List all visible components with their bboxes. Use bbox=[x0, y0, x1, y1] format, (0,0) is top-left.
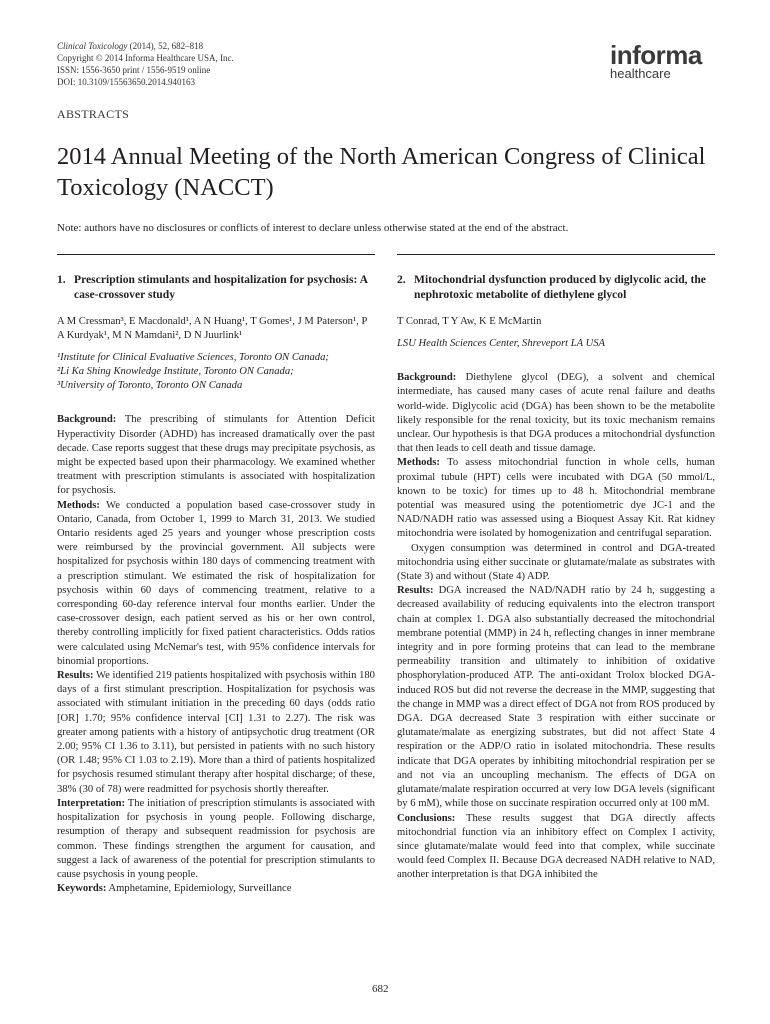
affiliation: ¹Institute for Clinical Evaluative Sciences, Toronto ON Canada; bbox=[57, 352, 329, 364]
background-text: The prescribing of stimulants for Attention Deficit Hyperactivity Disorder (ADHD) has increased dramatically over the past decade. Case reports suggest that these drugs may precipitate psychosis, as might be expected based upon their pharmacology. We examined whether treatment with prescription stimulants is associated with hospitalization for psychosis. bbox=[57, 414, 375, 497]
author-list: T Conrad, T Y Aw, K E McMartin bbox=[397, 316, 542, 327]
journal-name: Clinical Toxicology bbox=[57, 41, 128, 51]
logo-name: informa bbox=[610, 40, 702, 70]
background-text: Diethylene glycol (DEG), a solvent and chemical intermediate, has caused many cases of acute renal failure and deaths world-wide. Diglycolic acid (DGA) has been shown to be the metabolite likely responsible for the renal toxicity, but its toxic mechanism remains unclear. Our hypothesis is that DGA produces a mitochondrial dysfunction that then leads to cell death and tissue damage. bbox=[397, 372, 715, 455]
methods-paragraph bbox=[57, 499, 375, 669]
page-title: 2014 Annual Meeting of the North American Congress of Clinical Toxicology (NACCT) bbox=[57, 143, 706, 201]
interpretation-paragraph bbox=[57, 797, 375, 882]
affiliation: ³University of Toronto, Toronto ON Canada bbox=[57, 380, 243, 392]
results-text: DGA increased the NAD/NADH ratio by 24 h, suggesting a decreased availability of reducing equivalents into the electron transport chain at complex 1. DGA also substantially decreased the mitochondrial membrane potential (MMP) in 24 h, reflecting changes in inner membrane integrity and in pore forming proteins that can lead to the membrane permeability transition and ultimately to inhibition of oxidative phosphorylation-produced ATP. The anti-oxidant Trolox blocked DGA-induced ROS but did not reverse the decrease in the MMP, suggesting that the change in MMP was a direct effect of DGA not from ROS produced by DGA. DGA decreased State 3 respiration with either succinate or glutamate/malate as energizing substrates, but did not affect State 4 respiration or the ADP/O ratio in isolated mitochondria. These results indicate that DGA operates by inhibiting mitochondrial respiration per se and not via an uncoupling mechanism. The effects of DGA on glutamate/malate respiration occurred at very low DGA levels (significant by 6 mM), while those on succinate respiration occurred only at 100 mM. bbox=[397, 585, 716, 810]
abstract-2 bbox=[397, 272, 715, 883]
affiliation: LSU Health Sciences Center, Shreveport LA USA bbox=[397, 338, 606, 350]
methods-text: To assess mitochondrial function in whole cells, human proximal tubule (HPT) cells were incubated with DGA (50 mmol/L, known to be toxic) for times up to 48 h. Mitochondrial membrane potential was measured using the potentiometric dye JC-1 and the NAD/NADH ratio was assessed using a Bioquest Assay Kit. Rat kidney mitochondria were isolated by homogenization and centrifugal separation. bbox=[397, 457, 715, 540]
results-paragraph bbox=[397, 584, 715, 811]
abstract-title bbox=[397, 272, 715, 302]
section-heading: Keywords: bbox=[57, 883, 107, 895]
section-heading: Methods: bbox=[57, 499, 100, 511]
affiliation: ²Li Ka Shing Knowledge Institute, Toronto ON Canada; bbox=[57, 366, 294, 378]
section-heading: Background: bbox=[397, 372, 457, 384]
citation-line bbox=[57, 40, 234, 52]
methods-paragraph bbox=[397, 456, 715, 541]
affiliations bbox=[397, 337, 715, 351]
abstract-number: 2. bbox=[397, 273, 406, 286]
background-paragraph bbox=[57, 413, 375, 498]
methods-paragraph-2: Oxygen consumption was determined in control and DGA-treated mitochondria using either succinate or glutamate/malate as substrates with (State 3) and without (State 4) ADP. bbox=[397, 542, 715, 583]
section-heading: Results: bbox=[397, 585, 434, 597]
abstract-title-text: Prescription stimulants and hospitalization for psychosis: A case-crossover study bbox=[74, 273, 368, 301]
conclusions-text: These results suggest that DGA directly affects mitochondrial function via an inhibitory effect on Complex I activity, since glutamate/malate would feed into that complex, while succinate would feed Complex II. Because DGA decreased NADH relative to NAD, another interpretation is that DGA inhibited the bbox=[397, 812, 715, 881]
conclusions-paragraph bbox=[397, 812, 715, 883]
page-number: 682 bbox=[372, 983, 389, 995]
affiliations bbox=[57, 351, 375, 393]
abstract-1 bbox=[57, 272, 375, 896]
section-heading: Interpretation: bbox=[57, 797, 126, 809]
abstract-title-text: Mitochondrial dysfunction produced by diglycolic acid, the nephrotoxic metabolite of diethylene glycol bbox=[414, 273, 706, 301]
section-heading: Results: bbox=[57, 670, 94, 682]
logo-sub: healthcare bbox=[610, 66, 671, 81]
section-heading: Methods: bbox=[397, 457, 440, 469]
publisher-logo bbox=[610, 40, 720, 81]
disclosure-note: Note: authors have no disclosures or conflicts of interest to declare unless otherwise stated at the end of the abstract. bbox=[57, 222, 569, 234]
column-rule-right bbox=[397, 254, 715, 255]
copyright-line: Copyright © 2014 Informa Healthcare USA, Inc. bbox=[57, 53, 234, 63]
abstract-number: 1. bbox=[57, 273, 66, 286]
interpretation-text: The initiation of prescription stimulants is associated with hospitalization for psychosis in young people. Following discharge, resumption of therapy and subsequent readmission for psychosis are common. These findings strengthen the argument for causation, and suggest a lack of awareness of the potential for prescription stimulants to cause psychosis in young people. bbox=[57, 797, 375, 880]
abstract-title bbox=[57, 272, 375, 302]
journal-header bbox=[57, 40, 234, 88]
author-list: A M Cressman³, E Macdonald¹, A N Huang¹, T Gomes¹, J M Paterson¹, P A Kurdyak¹, M N Mamdani², D N Juurlink¹ bbox=[57, 316, 367, 342]
column-rule-left bbox=[57, 254, 375, 255]
issn-line: ISSN: 1556-3650 print / 1556-9519 online bbox=[57, 65, 211, 75]
keywords-paragraph bbox=[57, 882, 375, 896]
results-text: We identified 219 patients hospitalized with psychosis within 180 days of a first stimulant prescription. Hospitalization for psychosis was associated with stimulant initiation in the preceding 60 days (odds ratio [OR] 1.70; 95% confidence interval [CI] 1.31 to 2.27). The risk was greater among patients with a history of antipsychotic drug treatment (OR 2.00; 95% CI 1.36 to 3.11), but persisted in patients with no such history (OR 1.48; 95% CI 1.03 to 2.19). More than a third of patients hospitalized for psychosis resumed stimulant therapy after hospital discharge; of these, 38% (30 of 78) were readmitted for psychosis shortly thereafter. bbox=[57, 670, 375, 795]
section-label: ABSTRACTS bbox=[57, 107, 130, 121]
results-paragraph bbox=[57, 669, 375, 797]
background-paragraph bbox=[397, 371, 715, 456]
keywords-text: Amphetamine, Epidemiology, Surveillance bbox=[108, 883, 292, 895]
citation-details: (2014), 52, 682–818 bbox=[127, 41, 204, 51]
section-heading: Background: bbox=[57, 414, 117, 426]
section-heading: Conclusions: bbox=[397, 812, 456, 824]
doi-line: DOI: 10.3109/15563650.2014.940163 bbox=[57, 77, 195, 87]
methods-text: We conducted a population based case-crossover study in Ontario, Canada, from October 1, 1999 to March 31, 2013. We studied Ontario residents aged 25 years and younger whose prescription costs were reimbursed by the provincial government. All subjects were hospitalized for psychosis within 180 days of commencing treatment with a prescription stimulant. We estimated the risk of hospitalization for psychosis within 60 days of commencing treatment, relative to a corresponding 60-day reference interval four months earlier. Under the case-crossover design, each patient served as his or her own control, thereby controlling implicitly for fixed patient characteristics. Odds ratios were calculated using McNemar's test, with 95% confidence intervals for binomial proportions. bbox=[57, 499, 375, 667]
